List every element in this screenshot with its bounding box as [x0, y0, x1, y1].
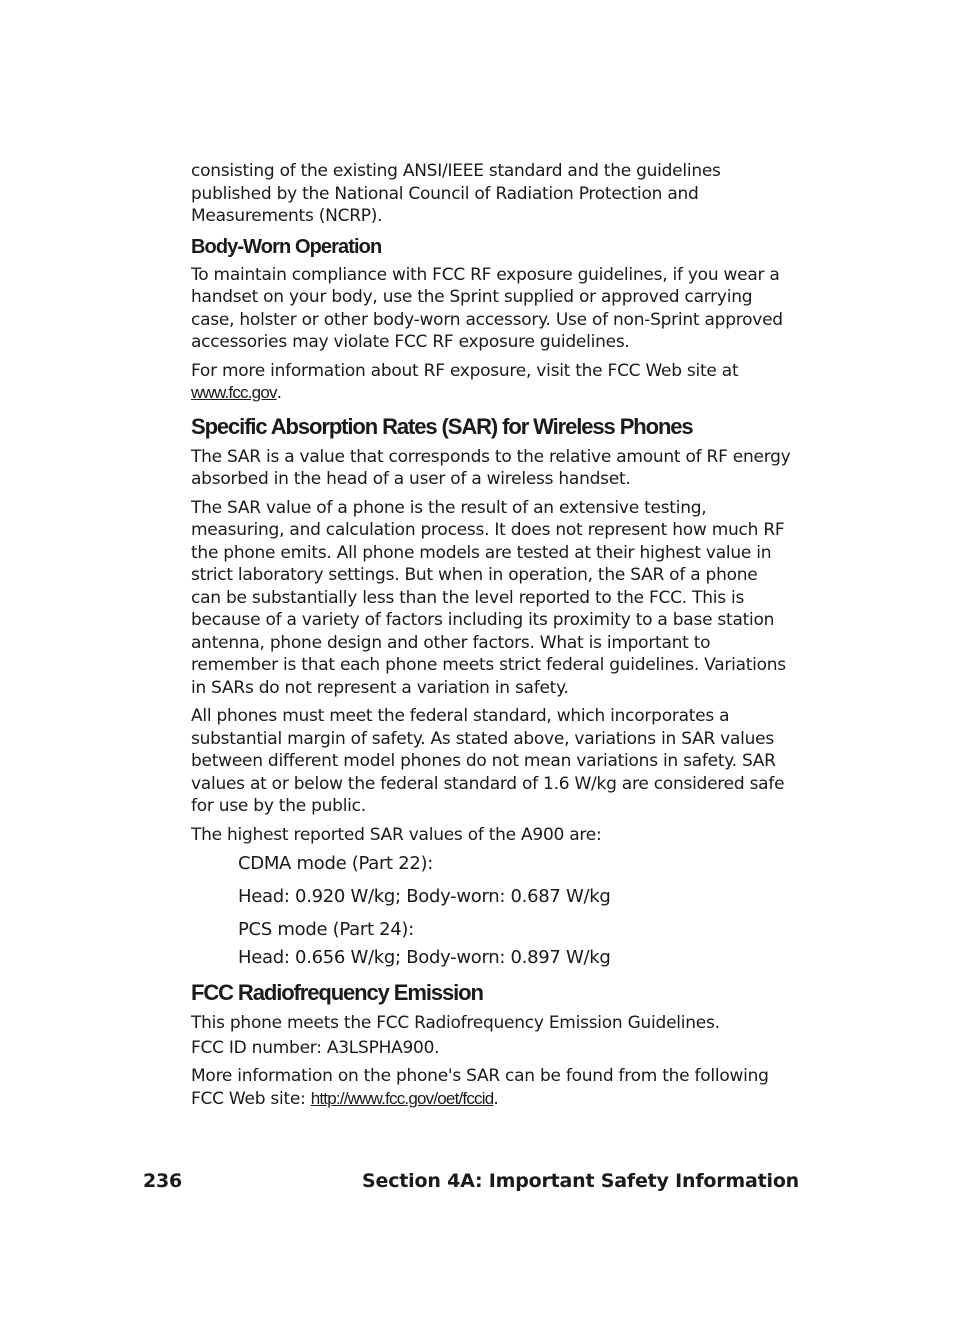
sar-paragraph-3: All phones must meet the federal standard, which incorporates a substantial margin of safety. As stated above, variations in SAR values between different model phones do not mean variations in safety. SAR values at or below the federal standard of 1.6 W/kg are considered safe for use by the public. [191, 706, 785, 816]
page-footer [143, 1170, 799, 1192]
more-info-paragraph: For more information about RF exposure, visit the FCC Web site at www.fcc.gov. [191, 360, 739, 403]
fcc-more-text: More information on the phone's SAR can be found from the following FCC Web site: [191, 1066, 769, 1109]
fcc-id-paragraph: FCC ID number: A3LSPHA900. [191, 1037, 440, 1058]
fcc-rf-paragraph: This phone meets the FCC Radiofrequency Emission Guidelines. [191, 1013, 720, 1033]
sar-heading: Specific Absorption Rates (SAR) for Wireless Phones [191, 413, 693, 439]
intro-paragraph: consisting of the existing ANSI/IEEE standard and the guidelines published by the National Council of Radiation Protection and Measurements (NCRP). [191, 161, 721, 226]
page-number: 236 [143, 1170, 183, 1192]
sar-paragraph-2: The SAR value of a phone is the result of an extensive testing, measuring, and calculation process. It does not represent how much RF the phone emits. All phone models are tested at their highest value in strict laboratory settings. But when in operation, the SAR of a phone can be substantially less than the level reported to the FCC. This is because of a variety of factors including its proximity to a base station antenna, phone design and other factors. What is important to remember is that each phone meets strict federal guidelines. Variations in SARs do not represent a variation in safety. [191, 497, 786, 698]
fcc-more-paragraph: More information on the phone's SAR can be found from the following FCC Web site: http://www.fcc.gov/oet/fccid. [191, 1066, 769, 1109]
cdma-sar-values: Head: 0.920 W/kg; Body-worn: 0.687 W/kg [238, 886, 611, 907]
page-content [191, 160, 791, 1116]
fcc-website-link[interactable]: www.fcc.gov [191, 383, 277, 402]
section-title: Section 4A: Important Safety Information [362, 1170, 799, 1192]
body-worn-heading: Body-Worn Operation [191, 235, 382, 258]
pcs-mode-label: PCS mode (Part 24): [238, 919, 414, 940]
more-info-text: For more information about RF exposure, visit the FCC Web site at [191, 360, 739, 381]
fcc-oet-link[interactable]: http://www.fcc.gov/oet/fccid [310, 1088, 494, 1108]
sar-paragraph-4: The highest reported SAR values of the A900 are: [191, 824, 602, 845]
sar-paragraph-1: The SAR is a value that corresponds to the relative amount of RF energy absorbed in the head of a user of a wireless handset. [191, 446, 791, 489]
pcs-sar-values: Head: 0.656 W/kg; Body-worn: 0.897 W/kg [238, 947, 611, 968]
body-worn-paragraph: To maintain compliance with FCC RF exposure guidelines, if you wear a handset on your body, use the Sprint supplied or approved carrying case, holster or other body-worn accessory. Use of non-Sprint approved accessories may violate FCC RF exposure guidelines. [191, 264, 783, 352]
cdma-mode-label: CDMA mode (Part 22): [238, 853, 434, 874]
fcc-rf-heading: FCC Radiofrequency Emission [191, 980, 483, 1005]
